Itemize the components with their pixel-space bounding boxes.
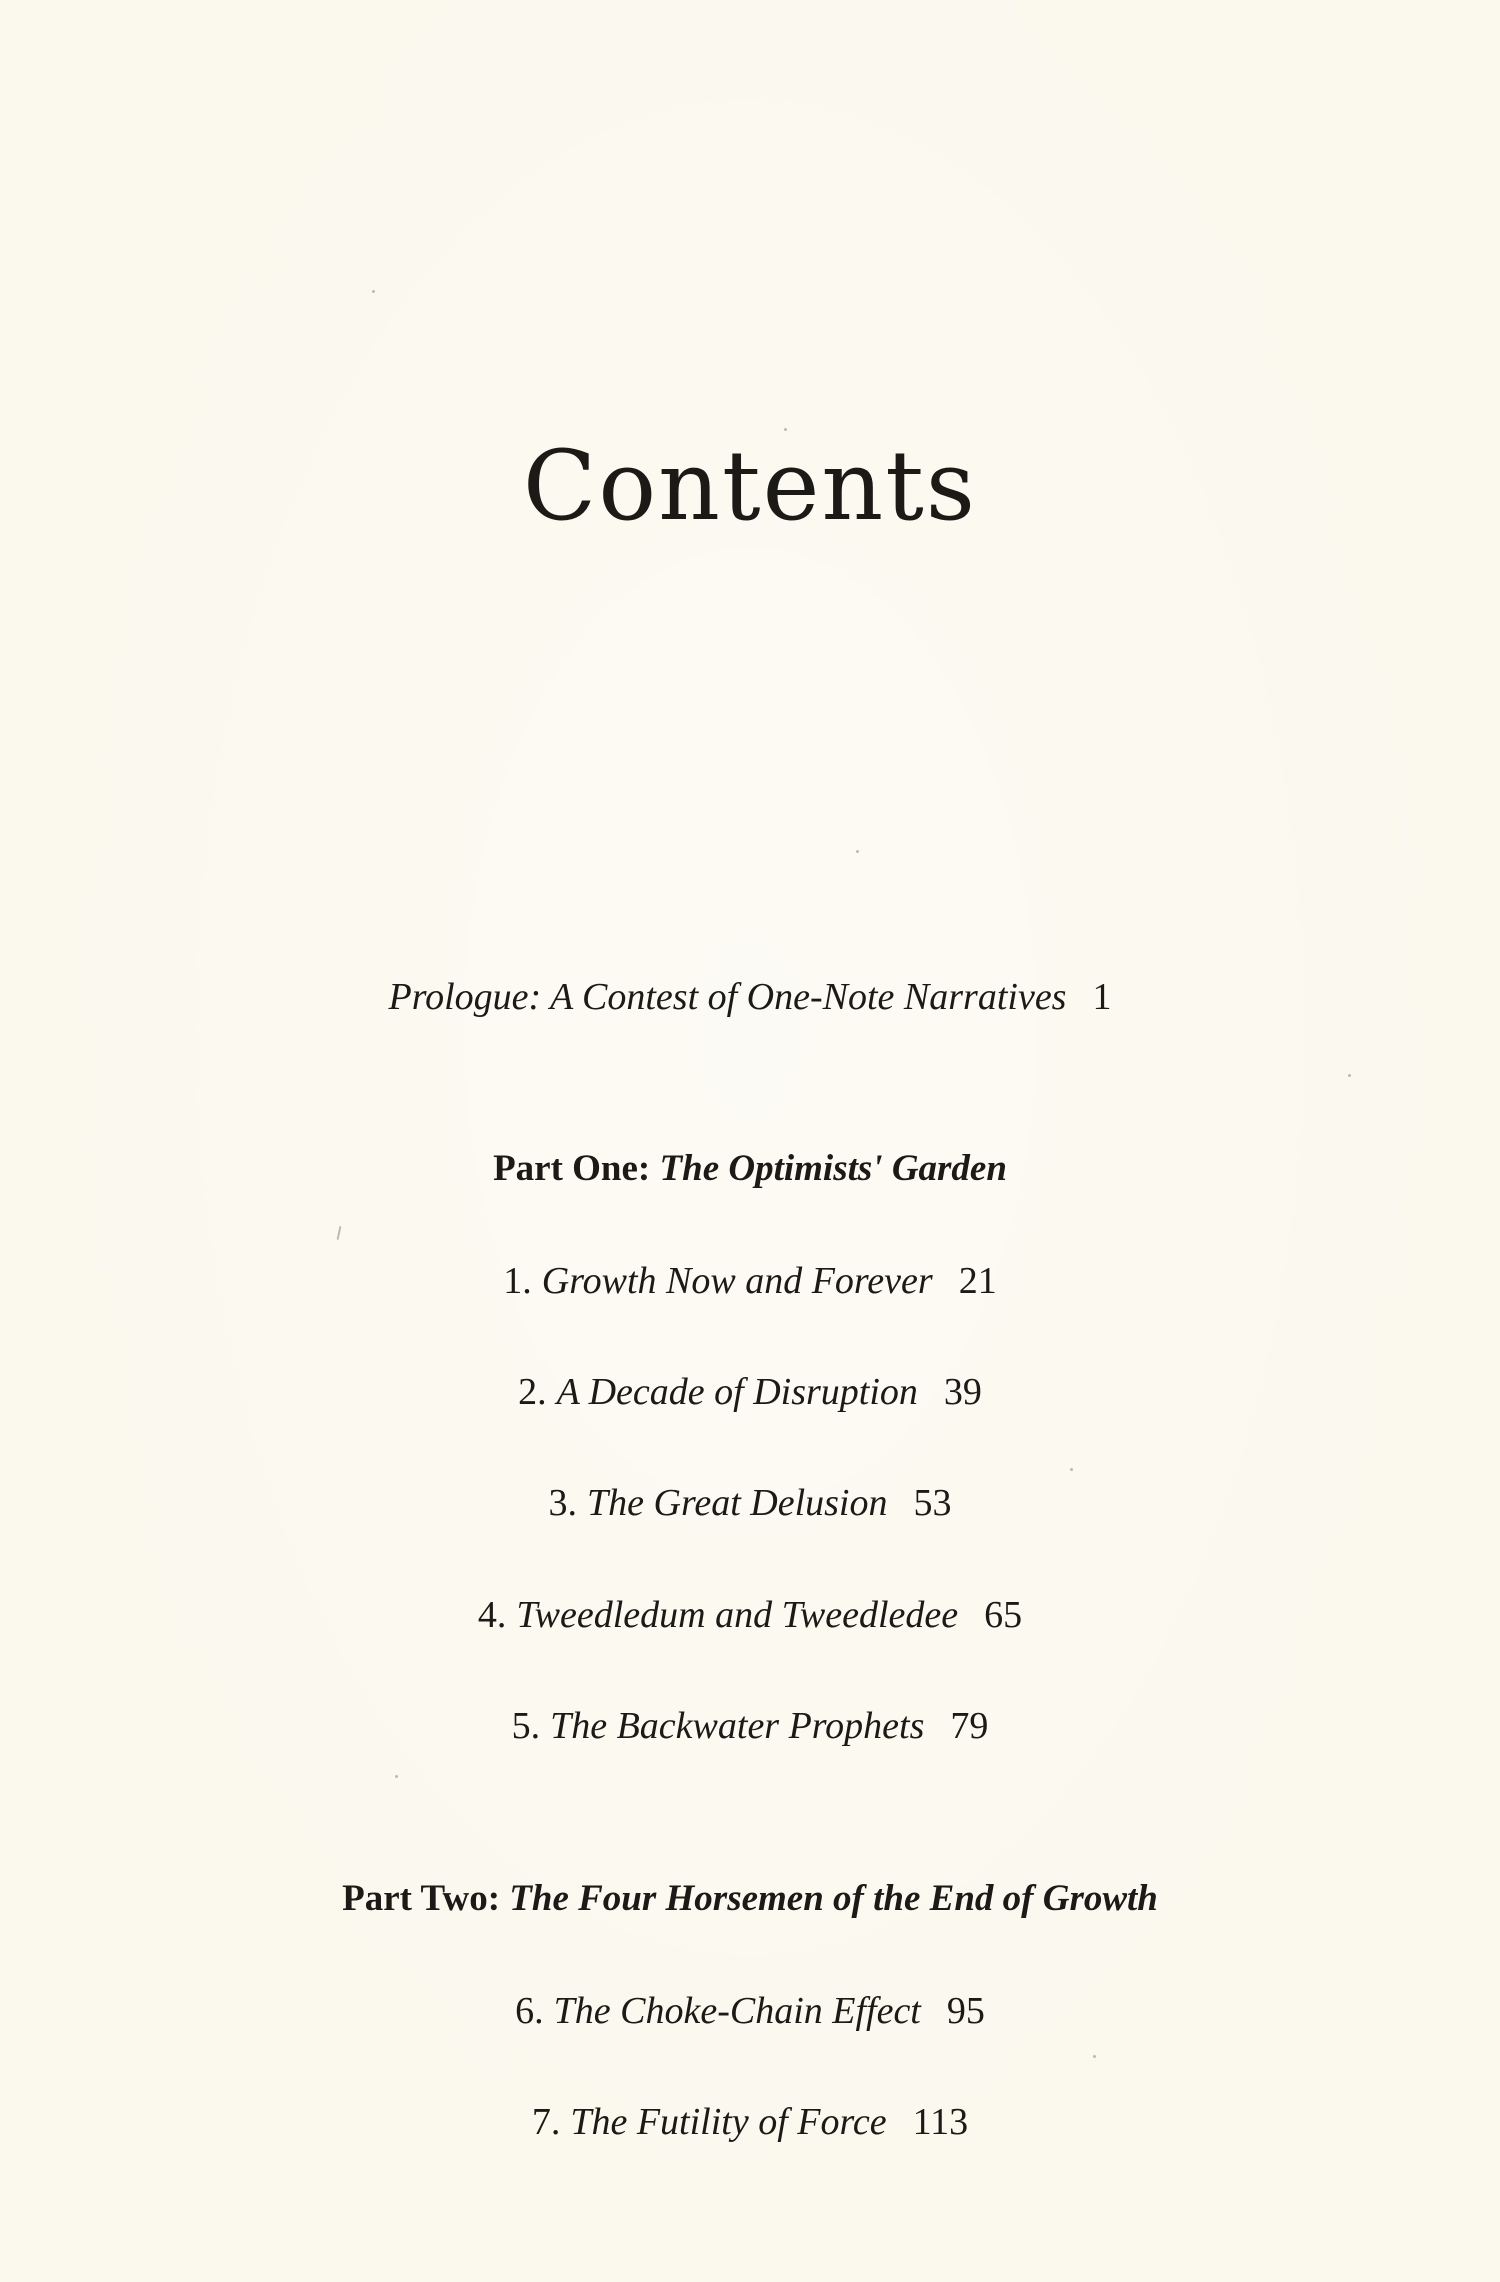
toc-entry-page: 113	[912, 2101, 969, 2143]
toc-entry-title: The Futility of Force	[570, 2101, 887, 2143]
part-label: Part Two:	[342, 1878, 501, 1919]
paper-speck	[372, 290, 375, 293]
paper-speck	[1070, 1468, 1073, 1471]
toc-entry-page: 53	[913, 1482, 952, 1524]
toc-entry-chapter-3	[0, 1484, 1500, 1522]
part-label: Part One:	[493, 1148, 651, 1189]
paper-speck	[784, 428, 787, 431]
toc-entry-number: 3.	[548, 1482, 578, 1524]
toc-entry-title: Prologue: A Contest of One-Note Narratives	[388, 976, 1067, 1018]
toc-entry-chapter-2	[0, 1373, 1500, 1411]
toc-entry-page: 65	[984, 1594, 1023, 1636]
toc-entry-page: 79	[950, 1705, 989, 1747]
toc-entry-title: Tweedledum and Tweedledee	[516, 1594, 959, 1636]
toc-entry-page: 39	[943, 1371, 982, 1413]
toc-entry-number: 4.	[477, 1594, 507, 1636]
toc-entry-title: A Decade of Disruption	[556, 1371, 918, 1413]
toc-entry-chapter-1	[0, 1262, 1500, 1300]
toc-entry-chapter-5	[0, 1707, 1500, 1745]
toc-entry-title: The Great Delusion	[587, 1482, 888, 1524]
toc-entry-title: Growth Now and Forever	[541, 1260, 933, 1302]
toc-entry-page: 1	[1092, 976, 1112, 1018]
toc-entry-chapter-7	[0, 2103, 1500, 2141]
toc-entry-number: 7.	[531, 2101, 561, 2143]
paper-speck	[395, 1775, 398, 1778]
toc-entry-chapter-6	[0, 1992, 1500, 2030]
toc-entry-chapter-4	[0, 1596, 1500, 1634]
part-title: The Optimists' Garden	[659, 1148, 1007, 1189]
toc-entry-page: 95	[946, 1990, 985, 2032]
toc-entry-number: 5.	[511, 1705, 541, 1747]
page-title: Contents	[522, 430, 978, 542]
part-heading-one	[0, 1150, 1500, 1187]
toc-entry-page: 21	[958, 1260, 997, 1302]
toc-entry-title: The Backwater Prophets	[550, 1705, 925, 1747]
paper-speck	[856, 850, 859, 853]
part-heading-two	[0, 1880, 1500, 1917]
toc-entry-title: The Choke-Chain Effect	[553, 1990, 921, 2032]
part-title: The Four Horsemen of the End of Growth	[509, 1878, 1158, 1919]
paper-speck	[1348, 1074, 1351, 1077]
paper-speck	[1093, 2055, 1096, 2058]
toc-entry-prologue	[0, 978, 1500, 1016]
toc-entry-number: 2.	[518, 1371, 547, 1413]
toc-entry-number: 1.	[503, 1260, 532, 1302]
paper-speck	[337, 1226, 342, 1240]
toc-entry-number: 6.	[515, 1990, 544, 2032]
